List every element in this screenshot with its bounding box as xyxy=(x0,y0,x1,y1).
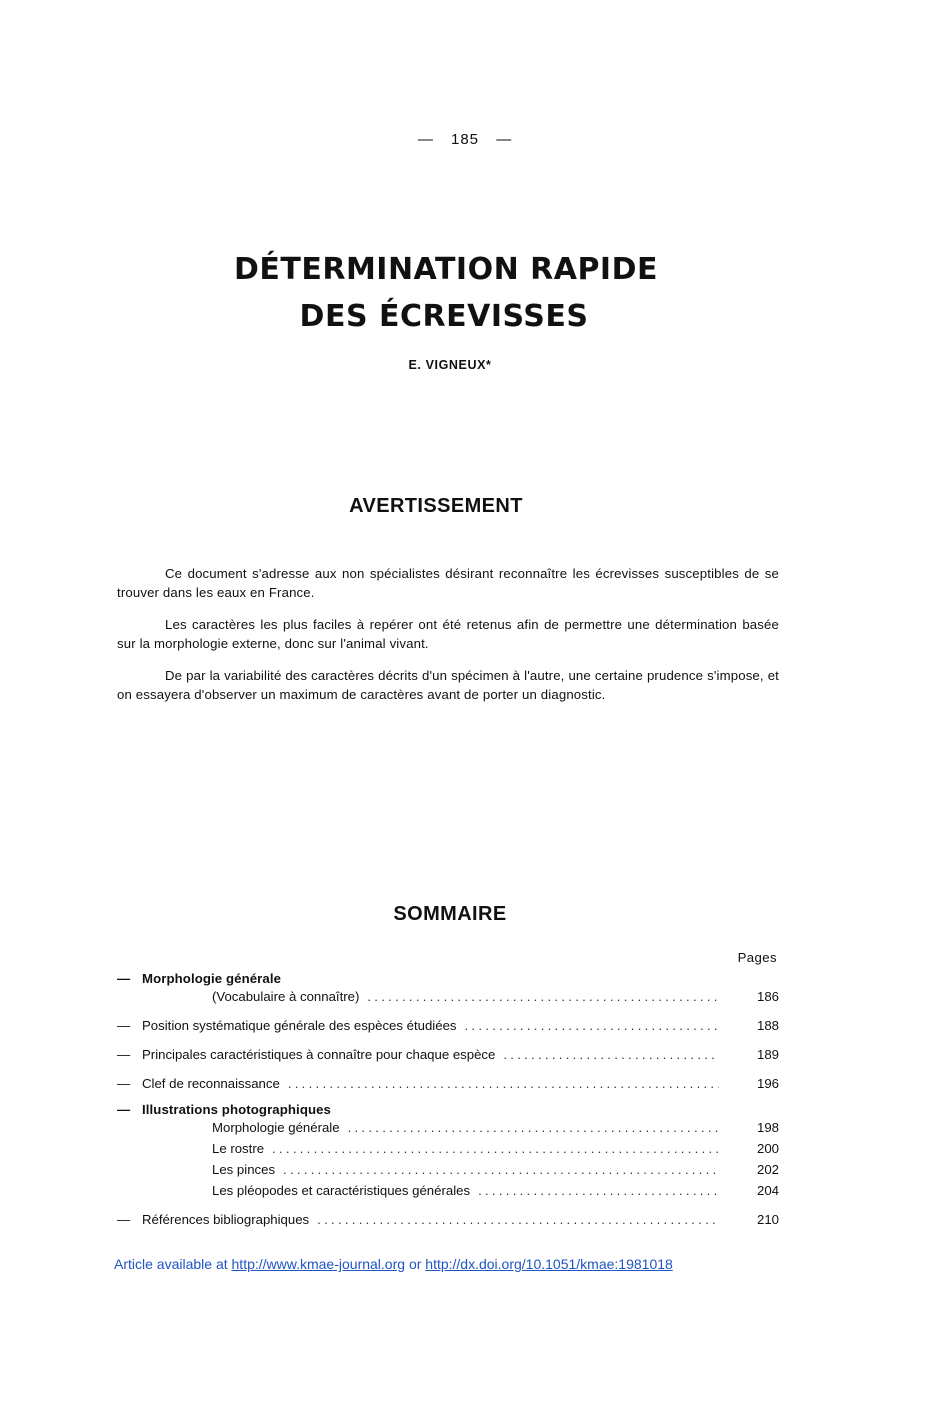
article-title-line-1: DÉTERMINATION RAPIDE xyxy=(233,252,658,287)
article-title-line-2: DES ÉCREVISSES xyxy=(299,299,589,334)
toc-entry-vocabulaire xyxy=(117,986,779,1007)
avertissement-body xyxy=(117,565,779,719)
toc-entry-label xyxy=(117,1209,309,1230)
toc-dot-leader xyxy=(272,1138,719,1159)
toc-dot-leader xyxy=(288,1073,719,1094)
toc-entry-label: Les pinces xyxy=(212,1162,276,1177)
avertissement-paragraph-1: Ce document s'adresse aux non spécialistes désirant reconnaître les écrevisses susceptibles de se trouver dans les eaux en France. xyxy=(117,566,779,600)
toc-entry-page: 210 xyxy=(756,1212,779,1227)
toc-entry-text: Clef de reconnaissance xyxy=(142,1076,280,1091)
toc-entry-references xyxy=(117,1209,779,1230)
toc-entry-label: Les pléopodes et caractéristiques générales xyxy=(212,1183,471,1198)
toc-entry-pleopodes xyxy=(117,1180,779,1201)
avertissement-heading: AVERTISSEMENT xyxy=(349,495,523,517)
toc-entry-pinces xyxy=(117,1159,779,1180)
doi-link[interactable]: http://dx.doi.org/10.1051/kmae:1981018 xyxy=(425,1256,673,1272)
toc-entry-page: 189 xyxy=(756,1047,779,1062)
toc-entry-page: 198 xyxy=(756,1120,779,1135)
toc-dash: — xyxy=(117,1076,131,1091)
avertissement-paragraph-2: Les caractères les plus faciles à repérer ont été retenus afin de permettre une détermination basée sur la morphologie externe, donc sur l'animal vivant. xyxy=(117,617,779,651)
toc-entry-label: Le rostre xyxy=(212,1141,265,1156)
toc-dot-leader xyxy=(478,1180,719,1201)
toc-dot-leader xyxy=(503,1044,719,1065)
avertissement-paragraph-3: De par la variabilité des caractères décrits d'un spécimen à l'autre, une certaine prudence s'impose, et on essayera d'observer un maximum de caractères avant de porter un diagnostic. xyxy=(117,668,779,702)
toc-entry-label xyxy=(117,1015,457,1036)
toc-dot-leader xyxy=(348,1117,719,1138)
footer-prefix: Article available at xyxy=(114,1256,228,1272)
toc-dash: — xyxy=(117,1047,131,1062)
toc-entry-page: 188 xyxy=(756,1018,779,1033)
toc-entry-page: 202 xyxy=(756,1162,779,1177)
page-number-dash-right: — xyxy=(496,131,513,148)
toc-entry-text: Principales caractéristiques à connaître pour chaque espèce xyxy=(142,1047,496,1062)
toc-entry-label xyxy=(117,1044,495,1065)
kmae-journal-link[interactable]: http://www.kmae-journal.org xyxy=(231,1256,406,1272)
toc-entry-text: Références bibliographiques xyxy=(142,1212,310,1227)
toc-dash: — xyxy=(117,971,131,986)
toc-entry-caracteristiques xyxy=(117,1044,779,1065)
article-title xyxy=(0,246,911,340)
toc-heading-label: Illustrations photographiques xyxy=(142,1102,331,1117)
toc-entry-text: Position systématique générale des espèces étudiées xyxy=(142,1018,457,1033)
toc-dash: — xyxy=(117,1212,131,1227)
toc-entry-page: 196 xyxy=(756,1076,779,1091)
toc-dash: — xyxy=(117,1102,131,1117)
author-name: E. VIGNEUX* xyxy=(408,358,492,372)
toc-entry-clef xyxy=(117,1073,779,1094)
toc-dot-leader xyxy=(367,986,719,1007)
page-number-dash-left: — xyxy=(417,131,434,148)
page-number-value: 185 xyxy=(450,131,480,148)
toc-dot-leader xyxy=(317,1209,719,1230)
toc-dot-leader xyxy=(465,1015,720,1036)
toc-entry-position-systematique xyxy=(117,1015,779,1036)
toc-heading-label: Morphologie générale xyxy=(142,971,282,986)
toc-entry-page: 204 xyxy=(756,1183,779,1198)
toc-entry-rostre xyxy=(117,1138,779,1159)
footer-or: or xyxy=(408,1256,422,1272)
article-availability-footer xyxy=(114,1256,673,1272)
toc-heading-morphologie xyxy=(117,971,779,986)
sommaire-heading: SOMMAIRE xyxy=(393,903,507,925)
toc-entry-page: 200 xyxy=(756,1141,779,1156)
toc-dot-leader xyxy=(283,1159,719,1180)
toc-entry-illus-morphologie xyxy=(117,1117,779,1138)
toc-entry-page: 186 xyxy=(756,989,779,1004)
toc-dash: — xyxy=(117,1018,131,1033)
toc-entry-label xyxy=(117,1073,280,1094)
toc-heading-illustrations xyxy=(117,1102,779,1117)
toc-entry-label: (Vocabulaire à connaître) xyxy=(212,989,360,1004)
toc-entry-label: Morphologie générale xyxy=(212,1120,340,1135)
table-of-contents xyxy=(117,950,779,1230)
toc-pages-label: Pages xyxy=(737,950,777,965)
page-number xyxy=(0,131,930,148)
